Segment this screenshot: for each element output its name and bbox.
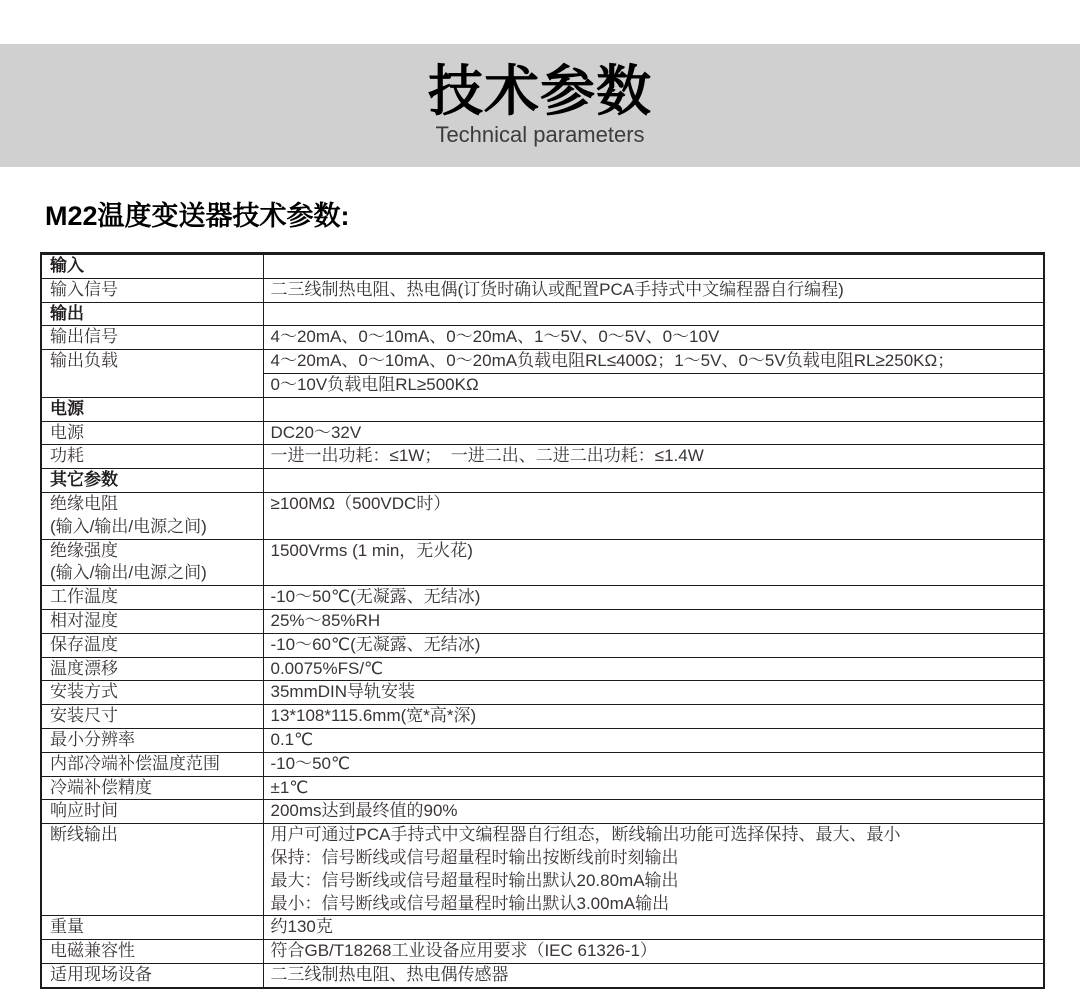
row-value-line: 二三线制热电阻、热电偶传感器 [270,964,509,984]
row-value-line: -10～60℃(无凝露、无结冰) [270,634,481,654]
row-value-line: 最小：信号断线或信号超量程时输出默认3.00mA输出 [270,893,670,913]
row-label-line: 工作温度 [50,587,118,607]
row-value-line: -10～50℃(无凝露、无结冰) [270,587,481,607]
table-row [41,326,1044,350]
table-section-row [41,397,1044,421]
section-label-line: 输出 [50,303,84,323]
row-label [41,421,263,445]
section-label [41,254,263,279]
row-label [41,752,263,776]
table-row [41,963,1044,987]
row-value-line: 二三线制热电阻、热电偶(订货时确认或配置PCA手持式中文编程器自行编程) [270,279,844,299]
row-label [41,800,263,824]
table-row [41,752,1044,776]
row-value-line: 符合GB/T18268工业设备应用要求（IEC 61326-1） [270,941,657,961]
section-label-line: 输入 [50,256,84,275]
section-heading: M22温度变送器技术参数: [45,201,350,231]
row-value-line: 用户可通过PCA手持式中文编程器自行组态，断线输出功能可选择保持、最大、最小 [270,825,901,845]
row-value-line: 最大：信号断线或信号超量程时输出默认20.80mA输出 [270,870,679,890]
row-label [41,657,263,681]
row-label [41,492,263,539]
row-value [263,657,1044,681]
row-value [263,752,1044,776]
row-label-line: 电源 [50,422,84,442]
table-section-row [41,302,1044,326]
table-row [41,350,1044,374]
row-label [41,728,263,752]
table-row [41,539,1044,586]
row-value [263,776,1044,800]
row-value [263,254,1044,279]
row-value-line: 35mmDIN导轨安装 [270,682,416,702]
row-value-line: 4～20mA、0～10mA、0～20mA负载电阻RL≤400Ω；1～5V、0～5V负载电阻RL≥250KΩ； [270,351,955,371]
row-value-line: 一进一出功耗：≤1W； 一进二出、二进二出功耗：≤1.4W [270,446,704,466]
row-value [263,539,1044,586]
page-title: 技术参数 [427,60,652,123]
section-label [41,397,263,421]
row-value-line: -10～50℃ [270,753,351,773]
row-value [263,609,1044,633]
row-value [263,350,1044,374]
row-label [41,445,263,469]
row-value-line: 0.0075%FS/℃ [270,658,384,678]
row-label [41,539,263,586]
row-label [41,350,263,398]
row-value [263,326,1044,350]
row-value [263,963,1044,987]
row-value [263,492,1044,539]
table-row [41,492,1044,539]
row-value [263,916,1044,940]
table-section-row [41,469,1044,493]
row-label-line: 安装方式 [50,682,118,702]
row-label-line: 安装尺寸 [50,706,118,726]
table-row [41,657,1044,681]
table-row [41,728,1044,752]
row-value-line: 4～20mA、0～10mA、0～20mA、1～5V、0～5V、0～10V [270,327,720,347]
row-label [41,633,263,657]
row-value-line: 0～10V负载电阻RL≥500KΩ [270,374,479,394]
row-value [263,681,1044,705]
row-label-line: 适用现场设备 [50,964,152,984]
row-label-line: (输入/输出/电源之间) [50,516,207,536]
row-label-line: (输入/输出/电源之间) [50,563,207,583]
row-value [263,824,1044,916]
row-value [263,445,1044,469]
row-label-line: 保存温度 [50,634,118,654]
section-label-line: 其它参数 [50,470,118,490]
row-value-line: 200ms达到最终值的90% [270,801,458,821]
row-label [41,586,263,610]
row-value [263,728,1044,752]
table-row [41,681,1044,705]
table-row [41,940,1044,964]
row-label-line: 绝缘强度 [50,540,118,560]
row-value-line: DC20～32V [270,422,362,442]
row-value-line: 1500Vrms (1 min，无火花) [270,540,473,560]
row-label-line: 内部冷端补偿温度范围 [50,753,220,773]
row-value [263,586,1044,610]
table-row [41,633,1044,657]
row-value [263,302,1044,326]
table-row [41,445,1044,469]
row-value [263,278,1044,302]
table-row [41,421,1044,445]
row-label [41,776,263,800]
row-value [263,705,1044,729]
row-label [41,326,263,350]
row-label-line: 最小分辨率 [50,729,135,749]
spec-table [40,252,1045,989]
row-label-line: 输出负载 [50,351,118,371]
row-label-line: 响应时间 [50,801,118,821]
row-label-line: 功耗 [50,446,84,466]
row-value [263,940,1044,964]
table-row [41,824,1044,916]
table-row [41,916,1044,940]
table-row [41,800,1044,824]
row-label [41,278,263,302]
row-label-line: 输入信号 [50,279,118,299]
row-value-line: 0.1℃ [270,729,314,749]
table-row [41,609,1044,633]
row-value [263,397,1044,421]
row-label-line: 电磁兼容性 [50,941,135,961]
row-label [41,681,263,705]
row-label [41,963,263,987]
row-label [41,705,263,729]
row-label-line: 温度漂移 [50,658,118,678]
table-section-row [41,254,1044,279]
table-row [41,586,1044,610]
row-value-line: 约130克 [270,917,333,937]
row-value-line: 保持：信号断线或信号超量程时输出按断线前时刻输出 [270,847,679,867]
row-value [263,469,1044,493]
row-label-line: 输出信号 [50,327,118,347]
row-value [263,421,1044,445]
row-label-line: 冷端补偿精度 [50,777,152,797]
row-value [263,373,1044,397]
row-label-line: 重量 [50,917,84,937]
row-value-line: ≥100MΩ（500VDC时） [270,493,451,513]
table-row [41,278,1044,302]
row-label [41,916,263,940]
section-label [41,469,263,493]
section-label [41,302,263,326]
row-value [263,633,1044,657]
title-banner [0,44,1080,167]
page-subtitle: Technical parameters [435,121,645,147]
row-value-line: ±1℃ [270,777,309,797]
row-label [41,609,263,633]
row-label-line: 绝缘电阻 [50,493,118,513]
spec-table-body [41,254,1044,988]
row-value-line: 25%～85%RH [270,610,381,630]
row-label-line: 断线输出 [50,825,118,845]
row-value [263,800,1044,824]
table-row [41,705,1044,729]
table-row [41,776,1044,800]
row-label-line: 相对湿度 [50,610,118,630]
row-label [41,824,263,916]
section-label-line: 电源 [50,398,84,418]
row-value-line: 13*108*115.6mm(宽*高*深) [270,706,477,726]
row-label [41,940,263,964]
